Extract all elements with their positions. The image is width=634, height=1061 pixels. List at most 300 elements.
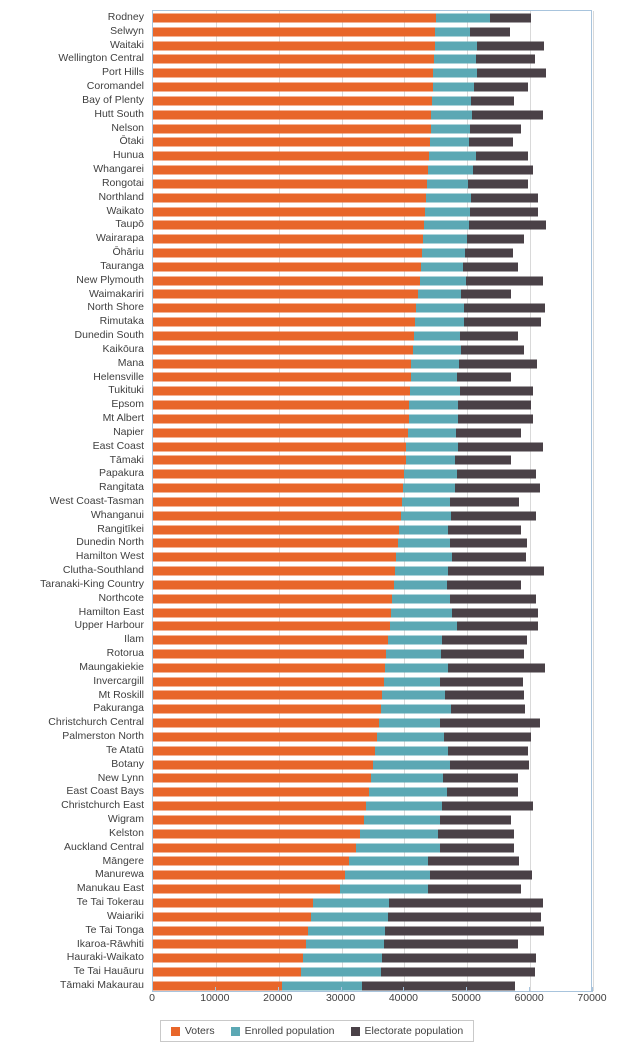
bar-segment-voters (153, 41, 435, 50)
category-label: Hunua (113, 149, 144, 162)
bar-row[interactable] (153, 647, 591, 661)
bar-row[interactable] (153, 979, 591, 993)
bar-segment-electorate-population (456, 428, 521, 437)
bar-row[interactable] (153, 813, 591, 827)
bar-row[interactable] (153, 412, 591, 426)
bar-segment-voters (153, 815, 364, 824)
bar-row[interactable] (153, 550, 591, 564)
bar-segment-voters (153, 124, 431, 133)
bar-segment-enrolled-population (408, 428, 456, 437)
stacked-bar (153, 373, 593, 382)
bar-segment-enrolled-population (394, 580, 447, 589)
bar-row[interactable] (153, 896, 591, 910)
bar-row[interactable] (153, 11, 591, 25)
bar-row[interactable] (153, 52, 591, 66)
stacked-bar (153, 677, 593, 686)
bar-segment-electorate-population (471, 193, 538, 202)
category-label: Taranaki-King Country (40, 577, 144, 590)
bar-segment-electorate-population (450, 594, 535, 603)
stacked-bar (153, 207, 593, 216)
stacked-bar (153, 622, 593, 631)
bar-row[interactable] (153, 371, 591, 385)
bar-segment-voters (153, 207, 425, 216)
legend-box (160, 1020, 474, 1042)
bar-row[interactable] (153, 661, 591, 675)
bar-segment-voters (153, 83, 433, 92)
bar-segment-voters (153, 691, 382, 700)
bar-row[interactable] (153, 924, 591, 938)
bar-row[interactable] (153, 122, 591, 136)
category-label: Hauraki-Waikato (66, 951, 144, 964)
stacked-bar (153, 345, 593, 354)
bar-row[interactable] (153, 606, 591, 620)
stacked-bar (153, 608, 593, 617)
x-tick-label: 40000 (388, 992, 419, 1004)
bar-segment-electorate-population (452, 553, 527, 562)
bar-segment-enrolled-population (435, 27, 470, 36)
stacked-bar (153, 193, 593, 202)
bar-segment-enrolled-population (418, 290, 461, 299)
bar-segment-electorate-population (443, 774, 518, 783)
category-label: Taupō (115, 218, 144, 231)
bar-segment-enrolled-population (382, 691, 445, 700)
bar-row[interactable] (153, 149, 591, 163)
bar-row[interactable] (153, 246, 591, 260)
stacked-bar (153, 650, 593, 659)
bar-row[interactable] (153, 855, 591, 869)
bar-segment-voters (153, 456, 406, 465)
bar-row[interactable] (153, 384, 591, 398)
category-label: Dunedin North (76, 536, 144, 549)
bar-segment-voters (153, 732, 377, 741)
bar-segment-electorate-population (473, 166, 533, 175)
bar-segment-voters (153, 719, 379, 728)
bar-segment-voters (153, 304, 416, 313)
bar-segment-enrolled-population (427, 179, 468, 188)
bar-row[interactable] (153, 218, 591, 232)
bar-segment-enrolled-population (430, 138, 469, 147)
category-label: Port Hills (101, 66, 144, 79)
category-label: Hutt South (94, 107, 144, 120)
bar-segment-electorate-population (447, 580, 521, 589)
bar-row[interactable] (153, 329, 591, 343)
bar-segment-enrolled-population (384, 677, 441, 686)
bar-segment-electorate-population (440, 815, 511, 824)
stacked-bar (153, 815, 593, 824)
legend-item-voters[interactable] (171, 1025, 215, 1037)
bar-segment-voters (153, 829, 360, 838)
bar-segment-voters (153, 912, 311, 921)
bar-segment-electorate-population (381, 968, 534, 977)
bar-row[interactable] (153, 841, 591, 855)
bar-segment-voters (153, 608, 391, 617)
category-label: Te Tai Tonga (85, 923, 144, 936)
bar-row[interactable] (153, 951, 591, 965)
bar-segment-enrolled-population (406, 442, 458, 451)
category-label: Dunedin South (74, 329, 144, 342)
bar-segment-voters (153, 954, 303, 963)
stacked-bar (153, 926, 593, 935)
bar-row[interactable] (153, 274, 591, 288)
category-label: Napier (113, 425, 144, 438)
bar-segment-voters (153, 539, 398, 548)
bar-segment-enrolled-population (375, 746, 448, 755)
category-label: Mt Roskill (98, 688, 144, 701)
bar-segment-electorate-population (466, 276, 543, 285)
bar-segment-voters (153, 166, 428, 175)
bar-segment-enrolled-population (436, 13, 489, 22)
bar-segment-enrolled-population (303, 954, 382, 963)
stacked-bar (153, 96, 593, 105)
category-label: Northcote (98, 591, 144, 604)
bar-row[interactable] (153, 163, 591, 177)
bar-segment-voters (153, 677, 384, 686)
x-tick-label: 50000 (451, 992, 481, 1004)
stacked-bar (153, 428, 593, 437)
bar-segment-electorate-population (457, 622, 538, 631)
bar-segment-electorate-population (450, 760, 529, 769)
bar-segment-electorate-population (469, 221, 546, 230)
bar-segment-electorate-population (444, 732, 531, 741)
category-label: Rongotai (101, 176, 144, 189)
bar-segment-enrolled-population (422, 248, 465, 257)
stacked-bar (153, 83, 593, 92)
bar-row[interactable] (153, 191, 591, 205)
legend-item-electorate-population[interactable] (351, 1025, 464, 1037)
bar-segment-electorate-population (450, 539, 527, 548)
x-tick-label: 10000 (200, 992, 230, 1004)
bar-segment-enrolled-population (410, 387, 460, 396)
bar-segment-electorate-population (389, 898, 542, 907)
category-label: New Lynn (97, 771, 144, 784)
bar-segment-enrolled-population (432, 96, 471, 105)
bar-segment-voters (153, 636, 388, 645)
category-label: Te Tai Hauāuru (73, 965, 144, 978)
bar-segment-electorate-population (455, 484, 540, 493)
bar-segment-enrolled-population (431, 124, 471, 133)
bar-segment-electorate-population (440, 843, 514, 852)
bar-segment-voters (153, 96, 432, 105)
bar-row[interactable] (153, 592, 591, 606)
stacked-bar (153, 442, 593, 451)
stacked-bar (153, 594, 593, 603)
bar-segment-voters (153, 221, 424, 230)
bar-row[interactable] (153, 66, 591, 80)
bar-segment-voters (153, 13, 436, 22)
gridline (593, 11, 594, 991)
bar-row[interactable] (153, 315, 591, 329)
bar-row[interactable] (153, 135, 591, 149)
category-label: Invercargill (93, 674, 144, 687)
bar-row[interactable] (153, 523, 591, 537)
stacked-bar (153, 248, 593, 257)
bar-segment-voters (153, 760, 373, 769)
legend-label-enrolled-population: Enrolled population (244, 1025, 335, 1037)
stacked-bar (153, 318, 593, 327)
bar-row[interactable] (153, 965, 591, 979)
stacked-bar (153, 636, 593, 645)
bar-segment-electorate-population (469, 138, 512, 147)
bar-row[interactable] (153, 108, 591, 122)
category-label: New Plymouth (76, 273, 144, 286)
bar-segment-electorate-population (470, 124, 521, 133)
bar-segment-voters (153, 484, 403, 493)
stacked-bar (153, 774, 593, 783)
bar-segment-enrolled-population (423, 235, 467, 244)
stacked-bar (153, 843, 593, 852)
bar-segment-voters (153, 746, 375, 755)
stacked-bar (153, 152, 593, 161)
category-label: West Coast-Tasman (49, 495, 144, 507)
bar-segment-electorate-population (451, 511, 536, 520)
bar-segment-enrolled-population (411, 373, 458, 382)
x-tick-label: 70000 (577, 992, 607, 1004)
stacked-bar (153, 940, 593, 949)
bar-row[interactable] (153, 94, 591, 108)
category-label: Clutha-Southland (62, 564, 144, 577)
bar-segment-electorate-population (471, 96, 514, 105)
bar-segment-enrolled-population (371, 774, 443, 783)
bar-row[interactable] (153, 357, 591, 371)
bar-segment-enrolled-population (390, 622, 457, 631)
stacked-bar (153, 788, 593, 797)
bar-segment-voters (153, 802, 366, 811)
bar-row[interactable] (153, 785, 591, 799)
bar-row[interactable] (153, 716, 591, 730)
bar-row[interactable] (153, 398, 591, 412)
bar-segment-voters (153, 940, 306, 949)
bar-segment-enrolled-population (406, 456, 456, 465)
legend-label-voters: Voters (184, 1025, 215, 1037)
bar-row[interactable] (153, 426, 591, 440)
category-label: Māngere (102, 854, 144, 867)
bar-segment-enrolled-population (424, 221, 469, 230)
category-label: Hamilton East (78, 605, 144, 618)
bar-row[interactable] (153, 80, 591, 94)
bar-row[interactable] (153, 495, 591, 509)
legend-item-enrolled-population[interactable] (231, 1025, 335, 1037)
bar-segment-electorate-population (455, 456, 511, 465)
bar-segment-enrolled-population (415, 318, 463, 327)
bar-segment-electorate-population (448, 746, 528, 755)
stacked-bar (153, 331, 593, 340)
bar-row[interactable] (153, 730, 591, 744)
stacked-bar (153, 55, 593, 64)
category-label: Tāmaki Makaurau (59, 979, 144, 992)
bar-segment-enrolled-population (340, 885, 429, 894)
category-label: Whanganui (90, 508, 144, 521)
bar-segment-voters (153, 594, 392, 603)
bar-row[interactable] (153, 799, 591, 813)
category-label: East Coast (92, 439, 144, 452)
stacked-bar (153, 13, 593, 22)
bar-row[interactable] (153, 39, 591, 53)
bar-row[interactable] (153, 758, 591, 772)
bar-segment-enrolled-population (435, 41, 478, 50)
category-label: Pakuranga (93, 702, 144, 715)
stacked-bar (153, 470, 593, 479)
bar-row[interactable] (153, 619, 591, 633)
bar-row[interactable] (153, 564, 591, 578)
bar-segment-electorate-population (477, 69, 546, 78)
bar-row[interactable] (153, 288, 591, 302)
bar-segment-electorate-population (445, 691, 524, 700)
category-label: Hamilton West (75, 550, 144, 563)
bar-segment-electorate-population (448, 525, 520, 534)
stacked-bar (153, 705, 593, 714)
stacked-bar (153, 290, 593, 299)
category-label: Waiariki (107, 909, 144, 922)
bar-segment-electorate-population (440, 677, 522, 686)
bar-segment-voters (153, 373, 411, 382)
bar-segment-electorate-population (461, 345, 524, 354)
category-label: Tāmaki (109, 453, 144, 466)
bar-segment-enrolled-population (399, 525, 449, 534)
stacked-bar (153, 802, 593, 811)
bar-segment-enrolled-population (366, 802, 441, 811)
category-label: Rotorua (106, 647, 144, 660)
stacked-bar (153, 719, 593, 728)
category-label: Mana (117, 356, 144, 369)
bar-row[interactable] (153, 882, 591, 896)
bar-segment-electorate-population (430, 871, 532, 880)
category-label: Northland (98, 190, 144, 203)
bar-segment-electorate-population (470, 27, 510, 36)
bar-row[interactable] (153, 702, 591, 716)
bar-row[interactable] (153, 675, 591, 689)
stacked-bar (153, 456, 593, 465)
bar-segment-voters (153, 401, 409, 410)
bar-row[interactable] (153, 827, 591, 841)
category-label: Rangitīkei (97, 522, 144, 535)
category-label: Ilam (124, 633, 144, 646)
bar-segment-enrolled-population (388, 636, 441, 645)
bar-segment-electorate-population (442, 636, 527, 645)
bar-segment-enrolled-population (426, 193, 471, 202)
category-label: Rangitata (99, 481, 144, 494)
bar-segment-electorate-population (465, 248, 513, 257)
bar-segment-enrolled-population (306, 940, 384, 949)
bar-segment-voters (153, 650, 386, 659)
bar-row[interactable] (153, 467, 591, 481)
legend-swatch-voters (171, 1027, 180, 1036)
bar-segment-voters (153, 318, 415, 327)
stacked-bar (153, 746, 593, 755)
bar-row[interactable] (153, 744, 591, 758)
bar-segment-electorate-population (440, 719, 541, 728)
category-label: Wairarapa (95, 232, 144, 245)
bar-row[interactable] (153, 937, 591, 951)
bar-segment-voters (153, 193, 426, 202)
category-label: Rimutaka (99, 315, 144, 328)
bar-segment-electorate-population (428, 885, 521, 894)
bar-row[interactable] (153, 910, 591, 924)
bar-row[interactable] (153, 232, 591, 246)
bar-segment-enrolled-population (433, 69, 476, 78)
bar-row[interactable] (153, 454, 591, 468)
category-label: Selwyn (110, 24, 144, 37)
bar-row[interactable] (153, 633, 591, 647)
bar-segment-voters (153, 248, 422, 257)
bar-segment-electorate-population (385, 926, 544, 935)
bar-row[interactable] (153, 509, 591, 523)
stacked-bar (153, 221, 593, 230)
bar-row[interactable] (153, 25, 591, 39)
bar-row[interactable] (153, 578, 591, 592)
stacked-bar (153, 497, 593, 506)
bar-segment-enrolled-population (414, 331, 461, 340)
stacked-bar (153, 539, 593, 548)
bar-segment-voters (153, 567, 395, 576)
plot-area (152, 10, 592, 992)
category-label: Te Atatū (106, 743, 144, 756)
category-label: Te Tai Tokerau (76, 896, 144, 909)
bar-segment-electorate-population (458, 442, 543, 451)
bar-row[interactable] (153, 301, 591, 315)
category-label: Palmerston North (62, 730, 144, 743)
bar-row[interactable] (153, 343, 591, 357)
bar-segment-electorate-population (452, 608, 537, 617)
category-label: Christchurch East (61, 799, 144, 812)
bar-segment-electorate-population (470, 207, 537, 216)
stacked-bar (153, 691, 593, 700)
bar-segment-electorate-population (384, 940, 518, 949)
bar-segment-electorate-population (448, 663, 545, 672)
bar-row[interactable] (153, 177, 591, 191)
bar-segment-voters (153, 387, 410, 396)
bar-segment-voters (153, 898, 313, 907)
bar-segment-voters (153, 442, 406, 451)
stacked-bar (153, 401, 593, 410)
stacked-bar (153, 829, 593, 838)
bar-segment-voters (153, 345, 413, 354)
stacked-bar (153, 968, 593, 977)
bar-row[interactable] (153, 481, 591, 495)
bar-row[interactable] (153, 440, 591, 454)
stacked-bar (153, 857, 593, 866)
bar-row[interactable] (153, 205, 591, 219)
bar-segment-enrolled-population (425, 207, 470, 216)
stacked-bar (153, 69, 593, 78)
bar-segment-enrolled-population (409, 414, 458, 423)
bar-row[interactable] (153, 536, 591, 550)
plot-wrapper (152, 10, 592, 992)
bar-segment-electorate-population (464, 304, 544, 313)
x-axis (149, 992, 607, 1014)
bar-row[interactable] (153, 689, 591, 703)
category-label: Upper Harbour (74, 619, 144, 632)
bar-segment-enrolled-population (379, 719, 440, 728)
bar-segment-voters (153, 774, 371, 783)
bar-segment-electorate-population (450, 497, 520, 506)
category-label: Kelston (108, 826, 144, 839)
category-label: Maungakiekie (79, 660, 144, 673)
bar-segment-enrolled-population (360, 829, 438, 838)
category-axis-labels (0, 10, 148, 992)
category-label: Botany (111, 757, 144, 770)
category-label: Nelson (111, 121, 144, 134)
bar-segment-electorate-population (460, 331, 517, 340)
category-label: Ikaroa-Rāwhiti (76, 937, 144, 950)
stacked-bar (153, 511, 593, 520)
bar-row[interactable] (153, 868, 591, 882)
bar-row[interactable] (153, 260, 591, 274)
bar-row[interactable] (153, 772, 591, 786)
bar-segment-enrolled-population (429, 152, 476, 161)
bar-segment-enrolled-population (364, 815, 441, 824)
bar-segment-enrolled-population (401, 511, 451, 520)
bar-rows (153, 11, 591, 991)
